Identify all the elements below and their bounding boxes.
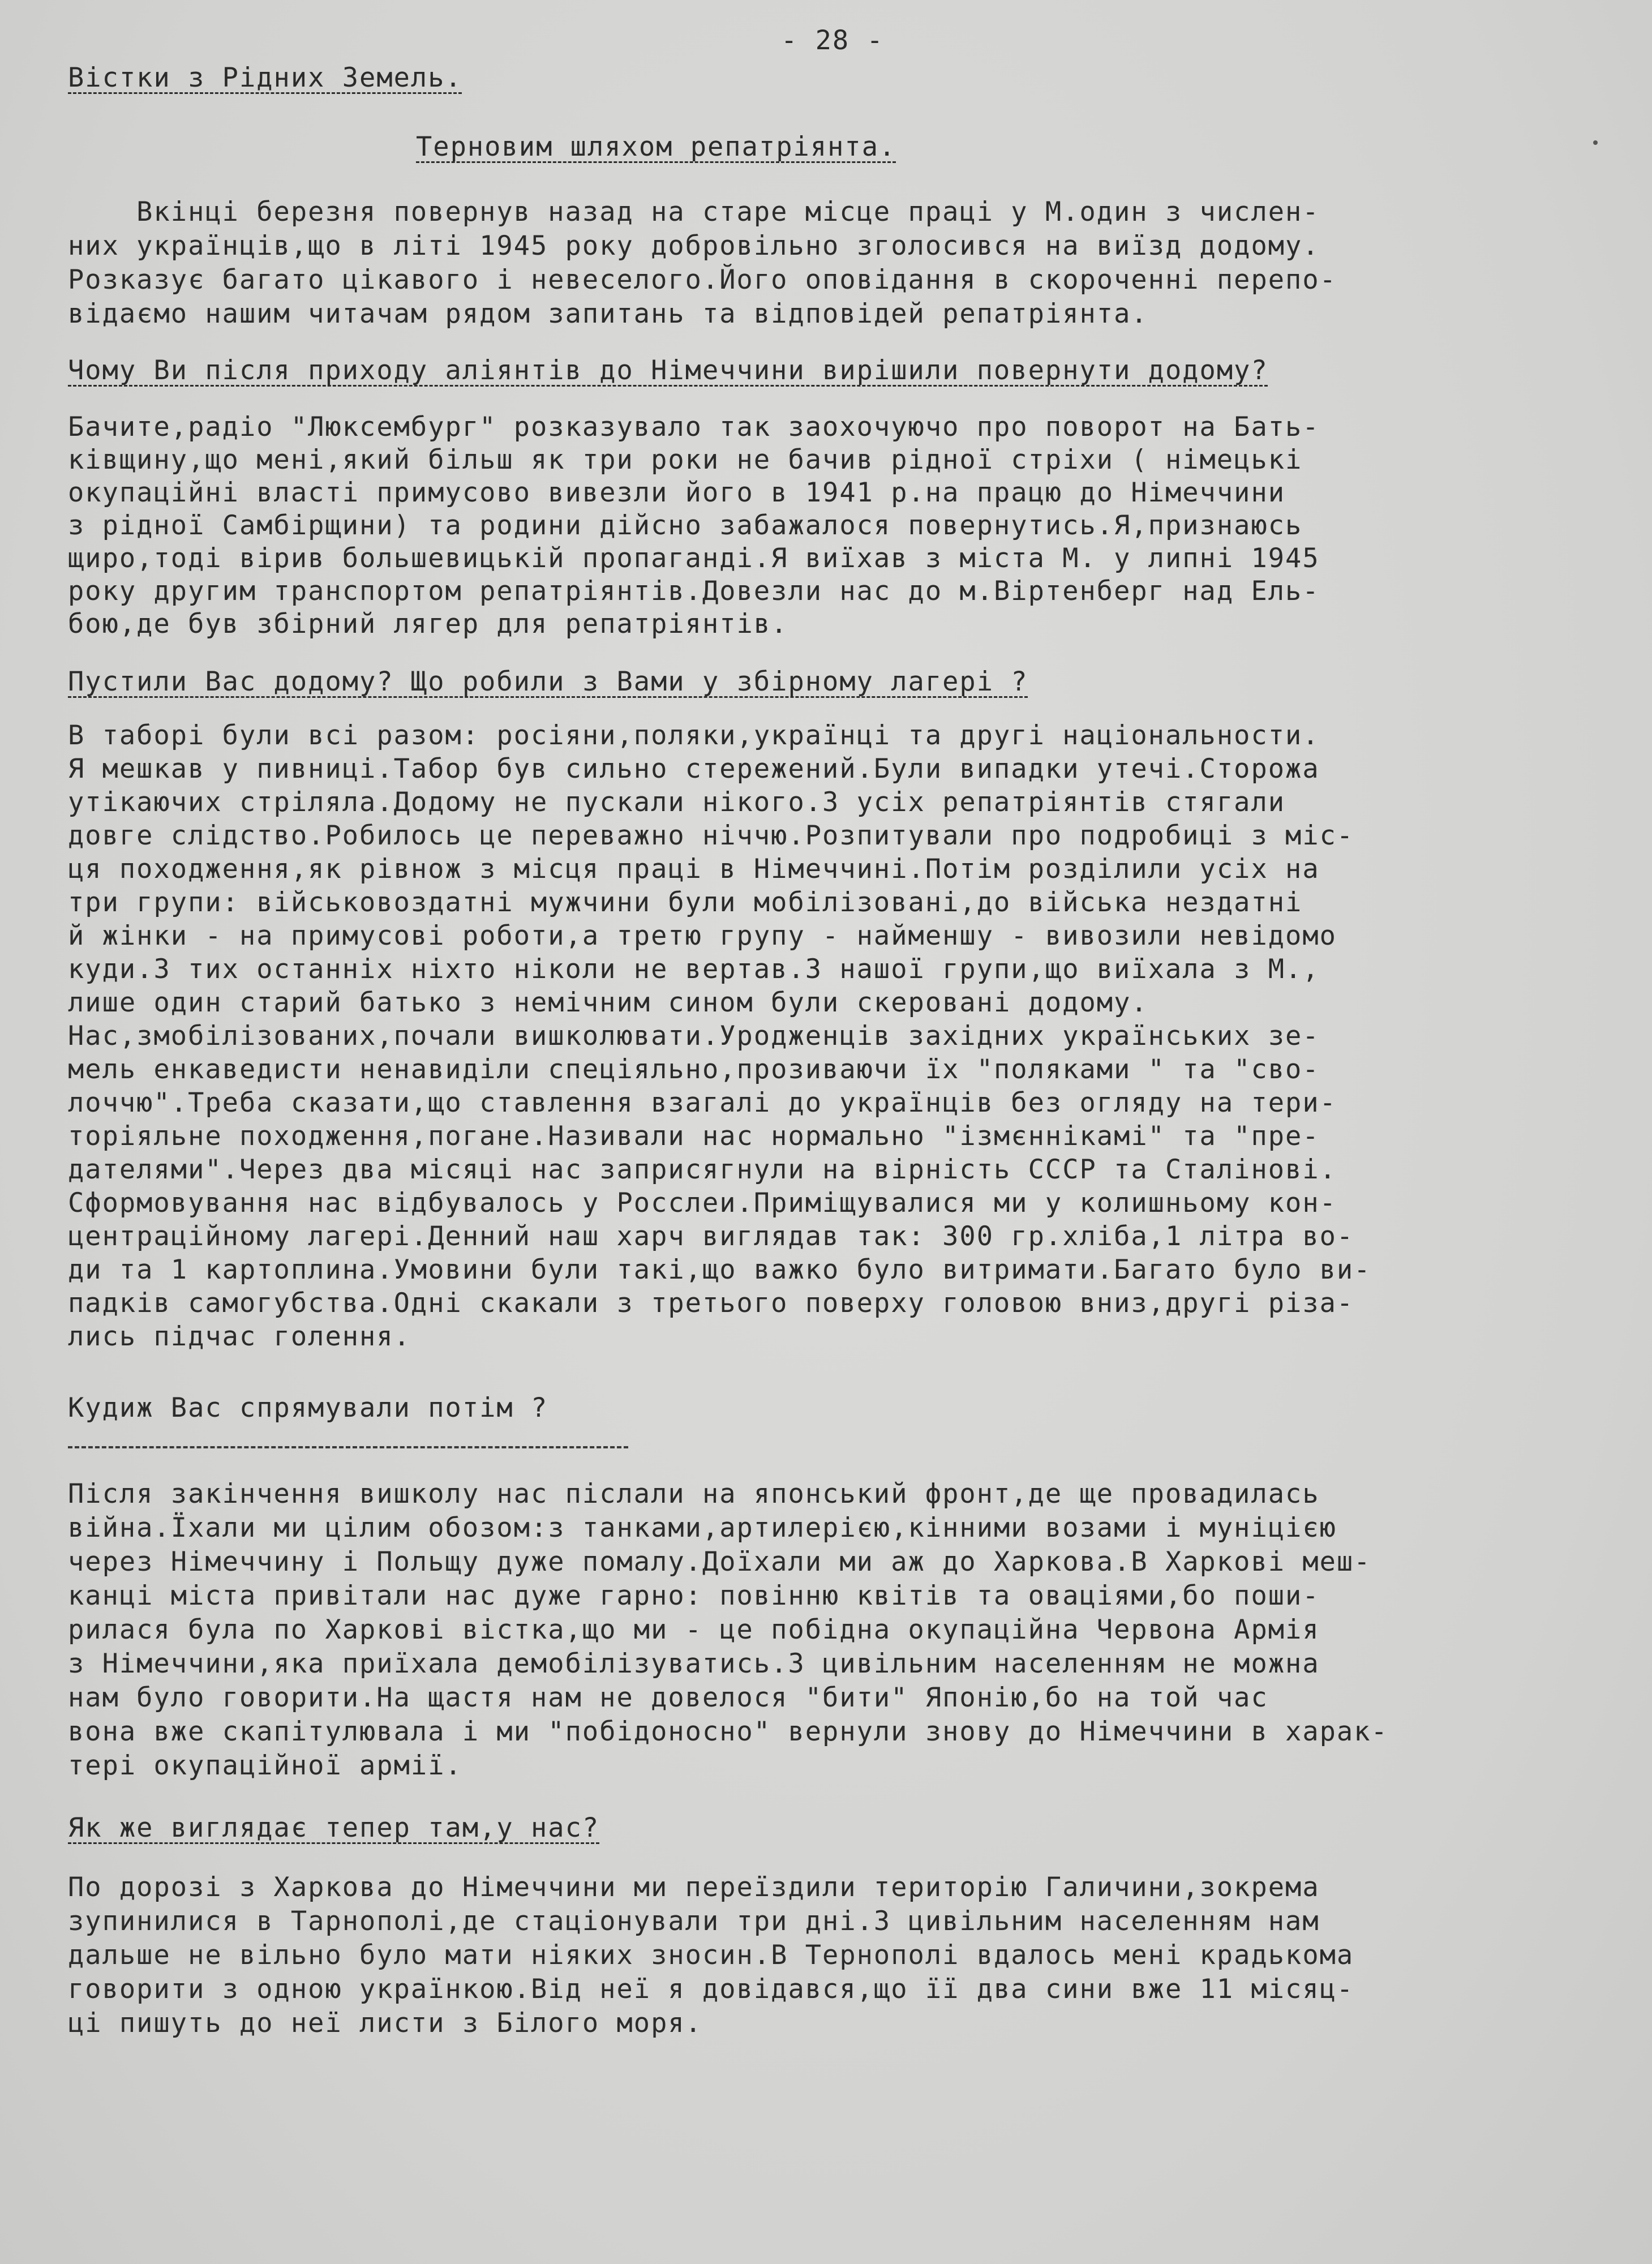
text-line: з рідної Самбірщини) та родини дійсно забажалося повернутись.Я,признаюсь [68,510,1303,541]
text-line: Сформовування нас відбувалось у Росслеи.Приміщувалися ми у колишньому кон- [68,1187,1337,1219]
text-line: Розказує багато цікавого і невеселого.Його оповідання в скороченні перепо- [68,264,1337,295]
question-2: Пустили Вас додому? Що робили з Вами у збірному лагері ? [68,666,1028,697]
text-line: утікаючих стріляла.Додому не пускали нікого.З усіх репатріянтів стягали [68,787,1286,818]
text-line: нам було говорити.На щастя нам не довелося "бити" Японію,бо на той час [68,1682,1268,1713]
text-line: й жінки - на примусові роботи,а третю групу - найменшу - вивозили невідомо [68,920,1337,951]
text-line: щиро,тоді вірив большевицькій пропаганді.Я виїхав з міста М. у липні 1945 [68,543,1320,574]
page-number: - 28 - [781,25,884,56]
text-line: По дорозі з Харкова до Німеччини ми переїздили територію Галичини,зокрема [68,1872,1320,1903]
question-1: Чому Ви після приходу аліянтів до Німеччини вирішили повернути додому? [68,355,1268,386]
text-line: канці міста привітали нас дуже гарно: повінню квітів та оваціями,бо поши- [68,1580,1320,1611]
text-line: війна.Їхали ми цілим обозом:з танками,артилерією,кінними возами і муніцією [68,1512,1337,1543]
text-line: Нас,змобілізованих,почали вишколювати.Уродженців західних українських зе- [68,1020,1320,1052]
text-line: року другим транспортом репатріянтів.Довезли нас до м.Віртенберг над Ель- [68,576,1320,607]
text-line: три групи: військовоздатні мужчини були мобілізовані,до війська нездатні [68,887,1303,918]
text-line: ди та 1 картоплина.Умовини були такі,що важко було витримати.Багато було ви- [68,1254,1371,1285]
text-line: зупинилися в Тарнополі,де стаціонували три дні.З цивільним населенням нам [68,1906,1320,1937]
text-line: тері окупаційної армії. [68,1750,462,1781]
text-line: Після закінчення вишколу нас післали на японський фронт,де ще провадилась [68,1478,1320,1510]
text-line: Бачите,радіо "Люксембург" розказувало так заохочуючо про поворот на Бать- [68,411,1320,443]
text-line: центраційному лагері.Денний наш харч виглядав так: 300 гр.хліба,1 літра во- [68,1221,1354,1252]
ink-speck [1593,140,1598,145]
text-line: з Німеччини,яка приїхала демобілізуватись.З цивільним населенням не можна [68,1648,1320,1679]
text-line: дальше не вільно було мати ніяких зносин.В Тернополі вдалось мені крадькома [68,1940,1354,1971]
text-line: мель енкаведисти ненавиділи спеціяльно,прозиваючи їх "поляками " та "сво- [68,1054,1320,1085]
text-line: бою,де був збірний лягер для репатріянтів. [68,608,788,640]
text-line: них українців,що в літі 1945 року добровільно зголосився на виїзд додому. [68,230,1320,261]
text-line: лише один старий батько з немічним сином були скеровані додому. [68,987,1148,1018]
text-line: Вкінці березня повернув назад на старе місце праці у М.один з числен- [68,196,1320,228]
text-line: говорити з одною українкою.Від неї я довідався,що її два сини вже 11 місяц- [68,1974,1354,2005]
text-line: В таборі були всі разом: росіяни,поляки,українці та другі національности. [68,720,1320,751]
text-line: дателями".Через два місяці нас заприсягнули на вірність СССР та Сталінові. [68,1154,1337,1185]
dashed-separator [68,1446,628,1448]
text-line: окупаційні власті примусово вивезли його в 1941 р.на працю до Німеччини [68,477,1286,508]
question-3: Кудиж Вас спрямували потім ? [68,1392,548,1423]
text-line: ця походження,як рівнож з місця праці в Німеччині.Потім розділили усіх на [68,854,1320,885]
text-line: Я мешкав у пивниці.Табор був сильно стережений.Були випадки утечі.Сторожа [68,753,1320,784]
text-line: торіяльне походження,погане.Називали нас нормально "ізмєннікамі" та "пре- [68,1121,1320,1152]
text-line: довге слідство.Робилось це переважно ніччю.Розпитували про подробиці з міс- [68,820,1354,851]
text-line: падків самогубства.Одні скакали з третього поверху головою вниз,другі різа- [68,1288,1354,1319]
text-line: лись підчас голення. [68,1321,411,1352]
text-line: через Німеччину і Польщу дуже помалу.Доїхали ми аж до Харкова.В Харкові меш- [68,1546,1371,1577]
section-title: Вістки з Рідних Земель. [68,62,462,93]
text-line: ці пишуть до неї листи з Білого моря. [68,2008,702,2039]
article-title: Терновим шляхом репатріянта. [416,131,896,162]
question-4: Як же виглядає тепер там,у нас? [68,1812,600,1843]
text-line: вона вже скапітулювала і ми "побідоносно" вернули знову до Німеччини в харак- [68,1716,1388,1747]
text-line: ківщину,що мені,який більш як три роки не бачив рідної стріхи ( німецькі [68,444,1303,475]
text-line: лоччю".Треба сказати,що ставлення взагалі до українців без огляду на тери- [68,1087,1337,1118]
text-line: відаємо нашим читачам рядом запитань та відповідей репатріянта. [68,298,1148,329]
text-line: куди.З тих останніх ніхто ніколи не вертав.З нашої групи,що виїхала з М., [68,954,1320,985]
text-line: рилася була по Харкові вістка,що ми - це побідна окупаційна Червона Армія [68,1614,1320,1645]
